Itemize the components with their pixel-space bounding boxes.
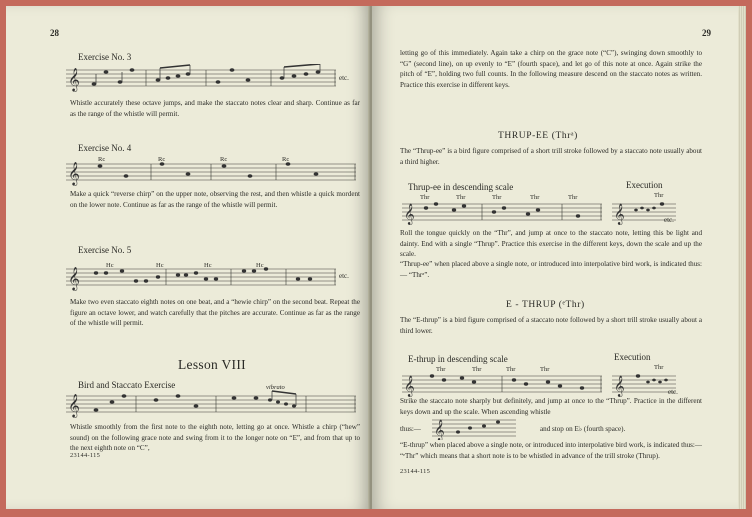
thr-mark: Thr: [436, 366, 446, 373]
plate-number: 23144-115: [70, 452, 101, 459]
etc-label: etc.: [664, 216, 674, 224]
etc-label: etc.: [339, 74, 349, 82]
lesson-subtitle: Bird and Staccato Exercise: [78, 380, 176, 390]
exercise-5-text: Make two even staccato eighth notes on one beat, and a “hewie chirp” on the second beat. Repeat the figure an octave lower, and watch carefully that the pitches are accurate. Continue as far as the range of the whistle will permit.: [70, 298, 360, 328]
music-staff-ethrup-scale: [402, 372, 602, 398]
intro-text: letting go of this immediately. Again take a chirp on the grace note (“C”), swinging down smoothly to “G” (second line), on up evenly to “E” (fourth space), and let go of this note at once. Again strike the pitch of “E”, holding two full counts. In the following measure descend on the staccato notes as written. Practice this exercise in different keys.: [400, 49, 702, 89]
thr-mark: Thr: [540, 366, 550, 373]
lesson-text: Whistle smoothly from the first note to the eighth note, letting go at once. Whistle a chirp (“hew” sound) on the following grace note and swing from it to the longer note on “E”, and from that up to the next eighth note on “C”,: [70, 423, 360, 453]
page-edge: [738, 6, 746, 509]
hc-mark: Hc: [106, 262, 114, 269]
hc-mark: Hc: [156, 262, 164, 269]
rc-mark: Rc: [158, 156, 166, 163]
thr-mark: Thr: [492, 194, 502, 201]
ethrup-text: Strike the staccato note sharply but definitely, and jump at once to the “Thrup”. Practice in the different keys down and up the scale. When ascending whistle: [400, 397, 702, 416]
thr-mark: Thr: [654, 364, 664, 371]
ethrup-stop-text: and stop on E♭ (fourth space).: [540, 425, 626, 433]
thrupee-heading: THRUP-EE (Thrᵃ): [498, 131, 578, 141]
thr-mark: Thr: [456, 194, 466, 201]
right-page: [372, 6, 740, 509]
thrupee-definition: The “Thrup-ee” is a bird figure comprised of a short trill stroke followed by a staccato note usually about a third higher.: [400, 147, 702, 166]
rc-mark: Rc: [282, 156, 290, 163]
thrupee-text-2: “Thrup-ee” when placed above a single note, or introduced into interpolative bird work, is indicated thus:— “Thrᵃ”.: [400, 260, 702, 279]
exercise-3-title: Exercise No. 3: [78, 52, 132, 62]
thr-mark: Thr: [568, 194, 578, 201]
svg-text:𝄞: 𝄞: [614, 376, 625, 397]
page-number: 29: [702, 28, 711, 38]
ethrup-scale-label: E-thrup in descending scale: [408, 354, 508, 364]
vibrato-mark: vibrato: [266, 384, 285, 391]
svg-text:𝄞: 𝄞: [404, 204, 415, 225]
thrupee-scale-label: Thrup-ee in descending scale: [408, 182, 514, 192]
exercise-5-title: Exercise No. 5: [78, 245, 132, 255]
thrupee-execution-label: Execution: [626, 180, 663, 190]
etc-label: etc.: [339, 272, 349, 280]
thr-mark: Thr: [506, 366, 516, 373]
thr-mark: Thr: [472, 366, 482, 373]
music-staff-exercise-4: [66, 154, 356, 186]
svg-text:𝄞: 𝄞: [404, 376, 415, 397]
ethrup-thus-label: thus:—: [400, 425, 421, 433]
exercise-3-text: Whistle accurately these octave jumps, and make the staccato notes clear and sharp. Continue as far as the range of the whistle will permit.: [70, 99, 360, 118]
music-staff-lesson: [66, 390, 356, 420]
svg-text:𝄞: 𝄞: [68, 67, 80, 91]
music-staff-exercise-3: [66, 64, 336, 94]
svg-text:𝄞: 𝄞: [68, 161, 80, 185]
thr-mark: Thr: [530, 194, 540, 201]
thr-mark: Thr: [420, 194, 430, 201]
ethrup-heading: E - THRUP (ᵉThr): [506, 300, 585, 310]
lesson-title: Lesson VIII: [178, 357, 246, 372]
hc-mark: Hc: [204, 262, 212, 269]
etc-label: etc.: [668, 388, 678, 396]
ethrup-text-2: “E-thrup” when placed above a single note, or introduced into interpolative bird work, is indicated thus:— “ᵉThr” which means that a short note is to be whistled in advance of the trill stroke (Thrup).: [400, 441, 702, 460]
ethrup-execution-label: Execution: [614, 352, 651, 362]
plate-number: 23144-115: [400, 468, 431, 475]
thr-mark: Thr: [654, 192, 664, 199]
hc-mark: Hc: [256, 262, 264, 269]
svg-text:𝄞: 𝄞: [68, 266, 80, 290]
svg-text:𝄞: 𝄞: [614, 204, 625, 225]
svg-text:𝄞: 𝄞: [434, 420, 445, 440]
page-number: 28: [50, 28, 59, 38]
music-staff-ethrup-ascending: [432, 416, 516, 440]
rc-mark: Rc: [98, 156, 106, 163]
music-staff-ethrup-execution: [612, 372, 676, 398]
exercise-4-text: Make a quick “reverse chirp” on the upper note, observing the rest, and then whistle a quick mordent on the lower note. Continue as far as the range of the whistle will permit.: [70, 190, 360, 209]
rc-mark: Rc: [220, 156, 228, 163]
music-staff-thrupee-scale: [402, 200, 602, 226]
exercise-4-title: Exercise No. 4: [78, 143, 132, 153]
svg-text:𝄞: 𝄞: [68, 393, 80, 417]
ethrup-definition: The “E-thrup” is a bird figure comprised of a staccato note followed by a short trill stroke usually about a third lower.: [400, 316, 702, 335]
thrupee-text: Roll the tongue quickly on the “Thr”, and jump at once to the staccato note, letting this be light and dainty. End with a single “Thrup”. Practice this exercise in the different keys, down the scale and up the scale.: [400, 229, 702, 259]
left-page: [6, 6, 370, 509]
